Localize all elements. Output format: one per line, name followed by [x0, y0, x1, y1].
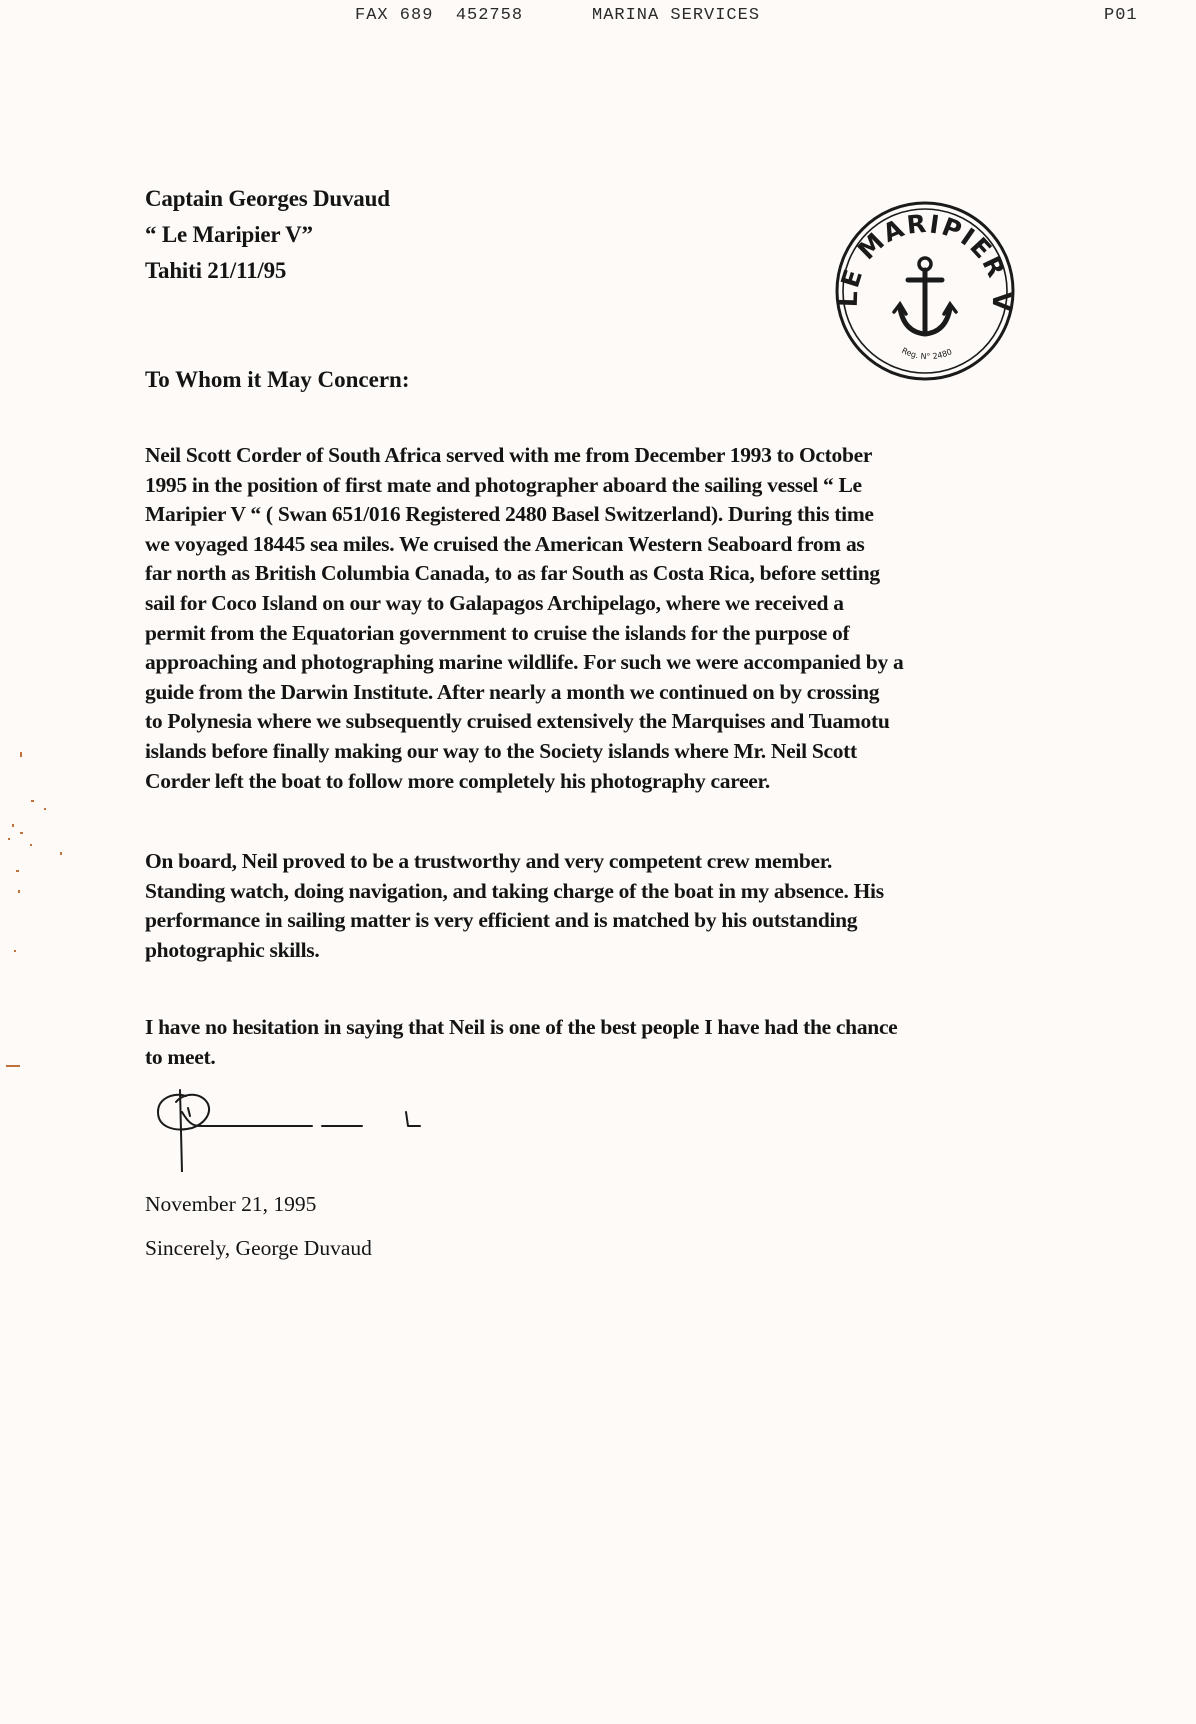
paragraph-line: I have no hesitation in saying that Neil is one of the best people I have had the chance	[145, 1015, 898, 1039]
paragraph-line: to meet.	[145, 1044, 216, 1069]
body-paragraph-3	[145, 1013, 897, 1072]
paragraph-line: photographic skills.	[145, 937, 320, 962]
paragraph-line: Corder left the boat to follow more completely his photography career.	[145, 768, 770, 793]
stamp-text: LE MARIPIER V	[834, 208, 1016, 314]
paragraph-line: sail for Coco Island on our way to Galapagos Archipelago, where we received a	[145, 590, 844, 615]
paragraph-line: approaching and photographing marine wildlife. For such we were accompanied by a	[145, 650, 904, 675]
sender-vessel: “ Le Maripier V”	[145, 222, 313, 247]
vessel-stamp	[834, 200, 1016, 382]
fax-page-number: P01	[1104, 6, 1138, 25]
paragraph-line: On board, Neil proved to be a trustworthy and very competent crew member.	[145, 849, 833, 873]
anchor-icon	[894, 258, 956, 334]
sender-name: Captain Georges Duvaud	[145, 186, 390, 211]
stamp-subtext: Reg. N° 2480	[900, 345, 954, 362]
paper-specks	[0, 740, 80, 1080]
paragraph-line: to Polynesia where we subsequently cruised extensively the Marquises and Tuamotu	[145, 709, 890, 734]
fax-sender: MARINA SERVICES	[592, 6, 761, 25]
paragraph-line: islands before finally making our way to the Society islands where Mr. Neil Scott	[145, 738, 857, 763]
paragraph-line: we voyaged 18445 sea miles. We cruised the American Western Seaboard from as	[145, 531, 865, 556]
body-paragraph-2	[145, 847, 884, 965]
paragraph-line: Neil Scott Corder of South Africa served with me from December 1993 to October	[145, 443, 873, 467]
closing-signoff: Sincerely, George Duvaud	[145, 1236, 372, 1260]
sender-block	[145, 181, 390, 289]
sender-place-date: Tahiti 21/11/95	[145, 258, 287, 283]
paragraph-line: 1995 in the position of first mate and photographer aboard the sailing vessel “ Le	[145, 472, 862, 497]
paragraph-line: far north as British Columbia Canada, to as far South as Costa Rica, before setting	[145, 561, 880, 586]
body-paragraph-1	[145, 441, 903, 796]
handwritten-signature	[152, 1082, 432, 1172]
paragraph-line: guide from the Darwin Institute. After nearly a month we continued on by crossing	[145, 679, 880, 704]
paragraph-line: Standing watch, doing navigation, and taking charge of the boat in my absence. His	[145, 878, 884, 903]
paragraph-line: performance in sailing matter is very efficient and is matched by his outstanding	[145, 908, 858, 933]
fax-header	[0, 6, 1196, 30]
paragraph-line: Maripier V “ ( Swan 651/016 Registered 2480 Basel Switzerland). During this time	[145, 502, 874, 527]
fax-number: FAX 689 452758	[355, 6, 524, 25]
paragraph-line: permit from the Equatorian government to cruise the islands for the purpose of	[145, 620, 850, 645]
svg-text:Reg. N° 2480	[900, 346, 953, 361]
salutation: To Whom it May Concern:	[145, 367, 410, 392]
closing-date: November 21, 1995	[145, 1192, 317, 1216]
